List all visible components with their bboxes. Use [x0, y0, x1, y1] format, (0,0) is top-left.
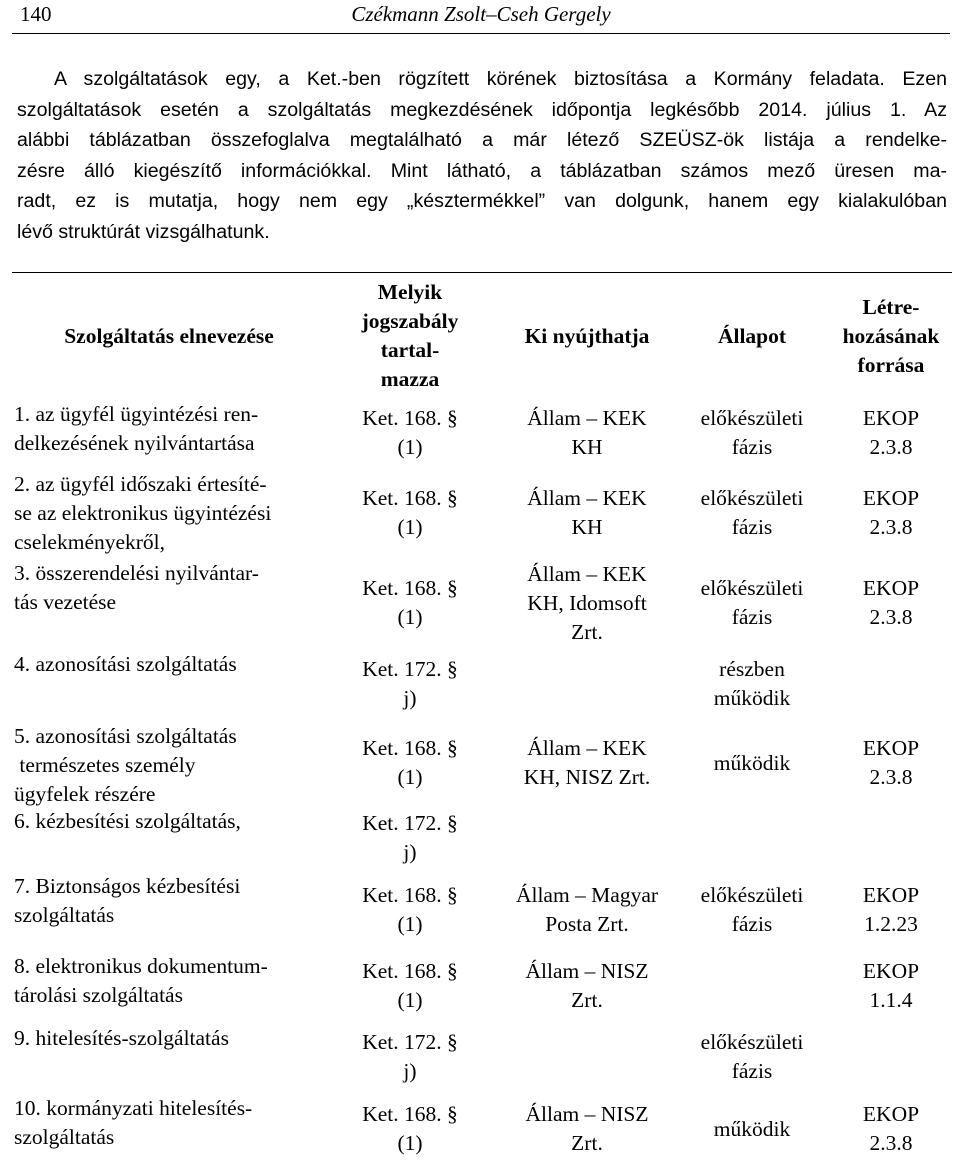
- cell-text-line: fázis: [731, 515, 773, 539]
- header-text-line: Állapot: [717, 323, 787, 348]
- table-top-rule: [12, 272, 952, 273]
- cell-text-line: Ket. 172. §: [362, 811, 458, 835]
- cell-text-line: tárolási szolgáltatás: [14, 983, 183, 1007]
- source-cell: [832, 957, 950, 1015]
- cell-text-line: 1.2.23: [864, 912, 918, 936]
- cell-text-line: Posta Zrt.: [545, 912, 629, 936]
- cell-text-line: Zrt.: [571, 620, 603, 644]
- cell-text-line: 4. azonosítási szolgáltatás: [14, 652, 237, 676]
- cell-text-line: Ket. 168. §: [362, 959, 458, 983]
- table-row: [12, 722, 952, 804]
- service-name-cell: [14, 807, 324, 836]
- cell-text-line: j): [403, 1059, 417, 1083]
- cell-text-line: fázis: [731, 912, 773, 936]
- cell-text-line: Ket. 168. §: [362, 576, 458, 600]
- cell-text-line: (1): [397, 988, 423, 1012]
- cell-text-line: EKOP: [862, 486, 920, 510]
- cell-text-line: EKOP: [862, 1102, 920, 1126]
- cell-text-line: előkészületi: [700, 1030, 804, 1054]
- cell-text-line: EKOP: [862, 576, 920, 600]
- cell-text-line: KH: [571, 435, 603, 459]
- cell-text-line: természetes személy: [14, 753, 196, 777]
- header-service-name: [14, 276, 324, 396]
- status-cell: [672, 574, 832, 632]
- cell-text-line: EKOP: [862, 883, 920, 907]
- cell-text-line: KH, NISZ Zrt.: [523, 765, 651, 789]
- cell-text-line: szolgáltatás: [14, 903, 115, 927]
- paragraph-line: szolgáltatások esetén a szolgáltatás megkezdésének időpontja legkésőbb 2014. július 1. Az: [17, 98, 947, 121]
- legal-basis-cell: [330, 574, 490, 632]
- table-row: [12, 559, 952, 647]
- legal-basis-cell: [330, 957, 490, 1015]
- table-row: [12, 807, 952, 869]
- cell-text-line: 1.1.4: [869, 988, 913, 1012]
- cell-text-line: 3. összerendelési nyilvántar-: [14, 561, 259, 585]
- cell-text-line: (1): [397, 765, 423, 789]
- header-text-line: Szolgáltatás elnevezése: [64, 323, 274, 348]
- source-cell: [832, 1100, 950, 1158]
- provider-cell: [497, 560, 677, 647]
- cell-text-line: Állam – NISZ: [525, 1102, 649, 1126]
- paragraph-line: A szolgáltatások egy, a Ket.-ben rögzített körének biztosítása a Kormány feladata. Ezen: [54, 68, 947, 90]
- cell-text-line: 2.3.8: [869, 1131, 913, 1155]
- status-cell: [672, 1115, 832, 1144]
- paragraph-line: lévő struktúrát vizsgálhatunk.: [17, 220, 270, 243]
- source-cell: [832, 484, 950, 542]
- cell-text-line: szolgáltatás: [14, 1125, 115, 1149]
- cell-text-line: (1): [397, 435, 423, 459]
- cell-text-line: 7. Biztonságos kézbesítési: [14, 874, 241, 898]
- table-row: [12, 952, 952, 1020]
- cell-text-line: Ket. 168. §: [362, 406, 458, 430]
- provider-cell: [497, 484, 677, 542]
- header-status: [672, 276, 832, 396]
- cell-text-line: 1. az ügyfél ügyintézési ren-: [14, 402, 259, 426]
- cell-text-line: működik: [713, 1117, 791, 1141]
- header-source: [832, 276, 950, 396]
- cell-text-line: cselekményekről,: [14, 530, 166, 554]
- header-text-line: Ki nyújthatja: [524, 323, 650, 348]
- cell-text-line: 6. kézbesítési szolgáltatás,: [14, 809, 241, 833]
- legal-basis-cell: [330, 404, 490, 462]
- cell-text-line: 5. azonosítási szolgáltatás: [14, 724, 237, 748]
- paragraph-line: radt, ez is mutatja, hogy nem egy „késztermékkel” van dolgunk, hanem egy kialakulóban: [17, 190, 947, 212]
- service-name-cell: [14, 650, 324, 679]
- legal-basis-cell: [330, 655, 490, 713]
- cell-text-line: előkészületi: [700, 486, 804, 510]
- cell-text-line: fázis: [731, 435, 773, 459]
- table-row: [12, 1094, 952, 1164]
- cell-text-line: Állam – KEK: [527, 486, 647, 510]
- status-cell: [672, 749, 832, 778]
- cell-text-line: Ket. 168. §: [362, 1102, 458, 1126]
- cell-text-line: előkészületi: [700, 883, 804, 907]
- cell-text-line: 2.3.8: [869, 605, 913, 629]
- source-cell: [832, 404, 950, 462]
- page-header: [12, 0, 950, 34]
- header-text-line: tartal-: [380, 338, 440, 362]
- cell-text-line: 10. kormányzati hitelesítés-: [14, 1096, 253, 1120]
- cell-text-line: előkészületi: [700, 576, 804, 600]
- cell-text-line: Zrt.: [571, 988, 603, 1012]
- provider-cell: [497, 1100, 677, 1158]
- source-cell: [832, 881, 950, 939]
- cell-text-line: Állam – NISZ: [525, 959, 649, 983]
- cell-text-line: (1): [397, 912, 423, 936]
- cell-text-line: j): [403, 686, 417, 710]
- header-legal-basis: [330, 276, 490, 396]
- running-head: Czékmann Zsolt–Cseh Gergely: [351, 2, 611, 26]
- page-number: 140: [20, 2, 52, 26]
- service-name-cell: [14, 1024, 324, 1053]
- status-cell: [672, 1028, 832, 1086]
- provider-cell: [497, 734, 677, 792]
- cell-text-line: 2.3.8: [869, 435, 913, 459]
- cell-text-line: működik: [713, 751, 791, 775]
- cell-text-line: Ket. 168. §: [362, 883, 458, 907]
- cell-text-line: tás vezetése: [14, 590, 117, 614]
- header-text-line: jogszabály: [361, 309, 459, 333]
- status-cell: [672, 881, 832, 939]
- cell-text-line: 2. az ügyfél időszaki értesíté-: [14, 472, 267, 496]
- cell-text-line: Állam – Magyar: [515, 883, 659, 907]
- service-name-cell: [14, 872, 324, 930]
- table-row: [12, 470, 952, 556]
- table-row: [12, 1024, 952, 1090]
- cell-text-line: (1): [397, 515, 423, 539]
- header-text-line: mazza: [380, 367, 440, 391]
- cell-text-line: 2.3.8: [869, 765, 913, 789]
- legal-basis-cell: [330, 881, 490, 939]
- service-name-cell: [14, 952, 324, 1010]
- table-row: [12, 650, 952, 718]
- cell-text-line: EKOP: [862, 406, 920, 430]
- cell-text-line: KH: [571, 515, 603, 539]
- service-name-cell: [14, 400, 324, 458]
- legal-basis-cell: [330, 734, 490, 792]
- cell-text-line: EKOP: [862, 959, 920, 983]
- cell-text-line: Állam – KEK: [527, 406, 647, 430]
- cell-text-line: 9. hitelesítés-szolgáltatás: [14, 1026, 229, 1050]
- paragraph-line: alábbi táblázatban összefoglalva megtalálható a már létező SZEÜSZ-ök listája a rendelke-: [17, 129, 947, 151]
- cell-text-line: delkezésének nyilvántartása: [14, 431, 255, 455]
- provider-cell: [497, 881, 677, 939]
- header-text-line: hozásának: [842, 323, 940, 348]
- cell-text-line: 2.3.8: [869, 515, 913, 539]
- table-row: [12, 872, 952, 948]
- cell-text-line: fázis: [731, 1059, 773, 1083]
- cell-text-line: Állam – KEK: [527, 736, 647, 760]
- status-cell: [672, 484, 832, 542]
- status-cell: [672, 404, 832, 462]
- cell-text-line: EKOP: [862, 736, 920, 760]
- cell-text-line: fázis: [731, 605, 773, 629]
- service-name-cell: [14, 722, 324, 809]
- cell-text-line: Ket. 172. §: [362, 657, 458, 681]
- cell-text-line: Ket. 168. §: [362, 736, 458, 760]
- legal-basis-cell: [330, 1028, 490, 1086]
- header-text-line: Melyik: [377, 280, 443, 304]
- legal-basis-cell: [330, 809, 490, 867]
- legal-basis-cell: [330, 1100, 490, 1158]
- provider-cell: [497, 404, 677, 462]
- cell-text-line: se az elektronikus ügyintézési: [14, 501, 272, 525]
- paragraph-line: zésre álló kiegészítő információkkal. Mint látható, a táblázatban számos mező üresen ma-: [17, 159, 947, 182]
- legal-basis-cell: [330, 484, 490, 542]
- cell-text-line: (1): [397, 1131, 423, 1155]
- header-provider: [497, 276, 677, 396]
- service-name-cell: [14, 1094, 324, 1152]
- cell-text-line: működik: [713, 686, 791, 710]
- cell-text-line: j): [403, 840, 417, 864]
- header-text-line: Létre-: [862, 294, 920, 319]
- cell-text-line: (1): [397, 605, 423, 629]
- source-cell: [832, 574, 950, 632]
- source-cell: [832, 734, 950, 792]
- cell-text-line: előkészületi: [700, 406, 804, 430]
- service-name-cell: [14, 470, 324, 557]
- cell-text-line: Ket. 172. §: [362, 1030, 458, 1054]
- cell-text-line: 8. elektronikus dokumentum-: [14, 954, 268, 978]
- cell-text-line: KH, Idomsoft: [527, 591, 647, 615]
- cell-text-line: Állam – KEK: [527, 562, 647, 586]
- table-header-row: [12, 276, 952, 396]
- header-text-line: forrása: [857, 352, 925, 377]
- body-paragraph: [17, 64, 947, 247]
- service-name-cell: [14, 559, 324, 617]
- cell-text-line: Zrt.: [571, 1131, 603, 1155]
- cell-text-line: Ket. 168. §: [362, 486, 458, 510]
- cell-text-line: ügyfelek részére: [14, 782, 156, 806]
- cell-text-line: részben: [719, 657, 785, 681]
- status-cell: [672, 655, 832, 713]
- provider-cell: [497, 957, 677, 1015]
- table-row: [12, 400, 952, 466]
